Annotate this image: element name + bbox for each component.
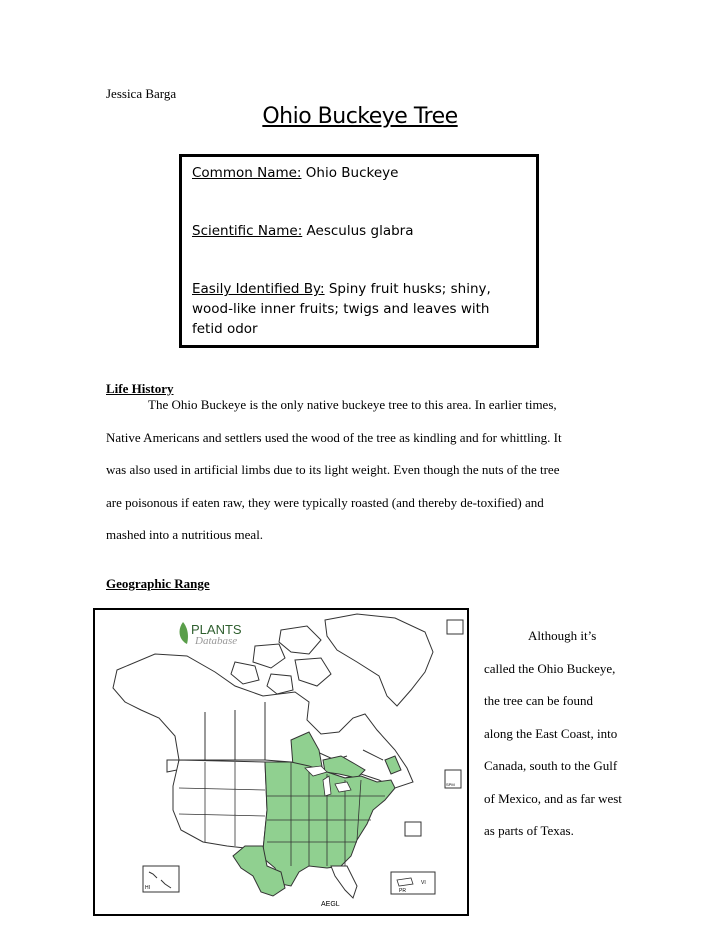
life-history-heading: Life History [106,381,174,396]
logo-word-plants: PLANTS [191,622,242,637]
scientific-name-row [192,221,512,241]
spm-inset [445,770,461,788]
common-name-value: Ohio Buckeye [305,165,399,181]
identified-by-value-2: wood-like inner fruits; twigs and leaves with [192,301,490,317]
life-history-line: Native Americans and settlers used the wood of the tree as kindling and for whittling. It [106,430,562,445]
author-name: Jessica Barga [106,86,177,101]
life-history-line: The Ohio Buckeye is the only native buckeye tree to this area. In earlier times, [148,397,557,412]
arctic-outline [231,614,433,706]
range-map [93,608,469,916]
spm-label: SPM [446,782,455,787]
range-text-line: called the Ohio Buckeye, [484,661,616,676]
range-text-line: along the East Coast, into [484,726,618,741]
hawaii-label: HI [145,885,150,891]
species-code: AEGL [321,901,340,908]
hawaii-inset [143,866,179,892]
life-history-line: was also used in artificial limbs due to its light weight. Even though the nuts of the tree [106,462,560,477]
page-title: Ohio Buckeye Tree [262,104,458,129]
range-map-svg [95,610,467,914]
info-box [179,154,539,348]
logo-word-database: Database [195,635,238,647]
range-text-line: as parts of Texas. [484,823,574,838]
island-inset [405,822,421,836]
range-text-line: of Mexico, and as far west [484,791,622,806]
identified-by-label: Easily Identified By: [192,281,325,297]
life-history-line: mashed into a nutritious meal. [106,527,264,542]
pr-label: PR [399,888,406,894]
florida [331,866,357,898]
scientific-name-label: Scientific Name: [192,223,303,239]
western-us [173,760,267,850]
pr-vi-inset [391,872,435,894]
range-text-line: Canada, south to the Gulf [484,758,618,773]
identified-by-row [192,279,512,339]
range-text-line: Although it’s [528,628,597,643]
range-text-line: the tree can be found [484,693,594,708]
vi-label: VI [421,880,426,886]
plants-logo [180,622,242,647]
identified-by-value-3: fetid odor [192,321,258,337]
identified-by-value-1: Spiny fruit husks; shiny, [328,281,491,297]
scientific-name-value: Aesculus glabra [306,223,414,239]
island-inset [447,620,463,634]
life-history-line: are poisonous if eaten raw, they were typically roasted (and thereby de-toxified) and [106,495,544,510]
common-name-row [192,163,512,183]
common-name-label: Common Name: [192,165,302,181]
leaf-icon [180,622,188,644]
geographic-range-heading: Geographic Range [106,576,210,591]
